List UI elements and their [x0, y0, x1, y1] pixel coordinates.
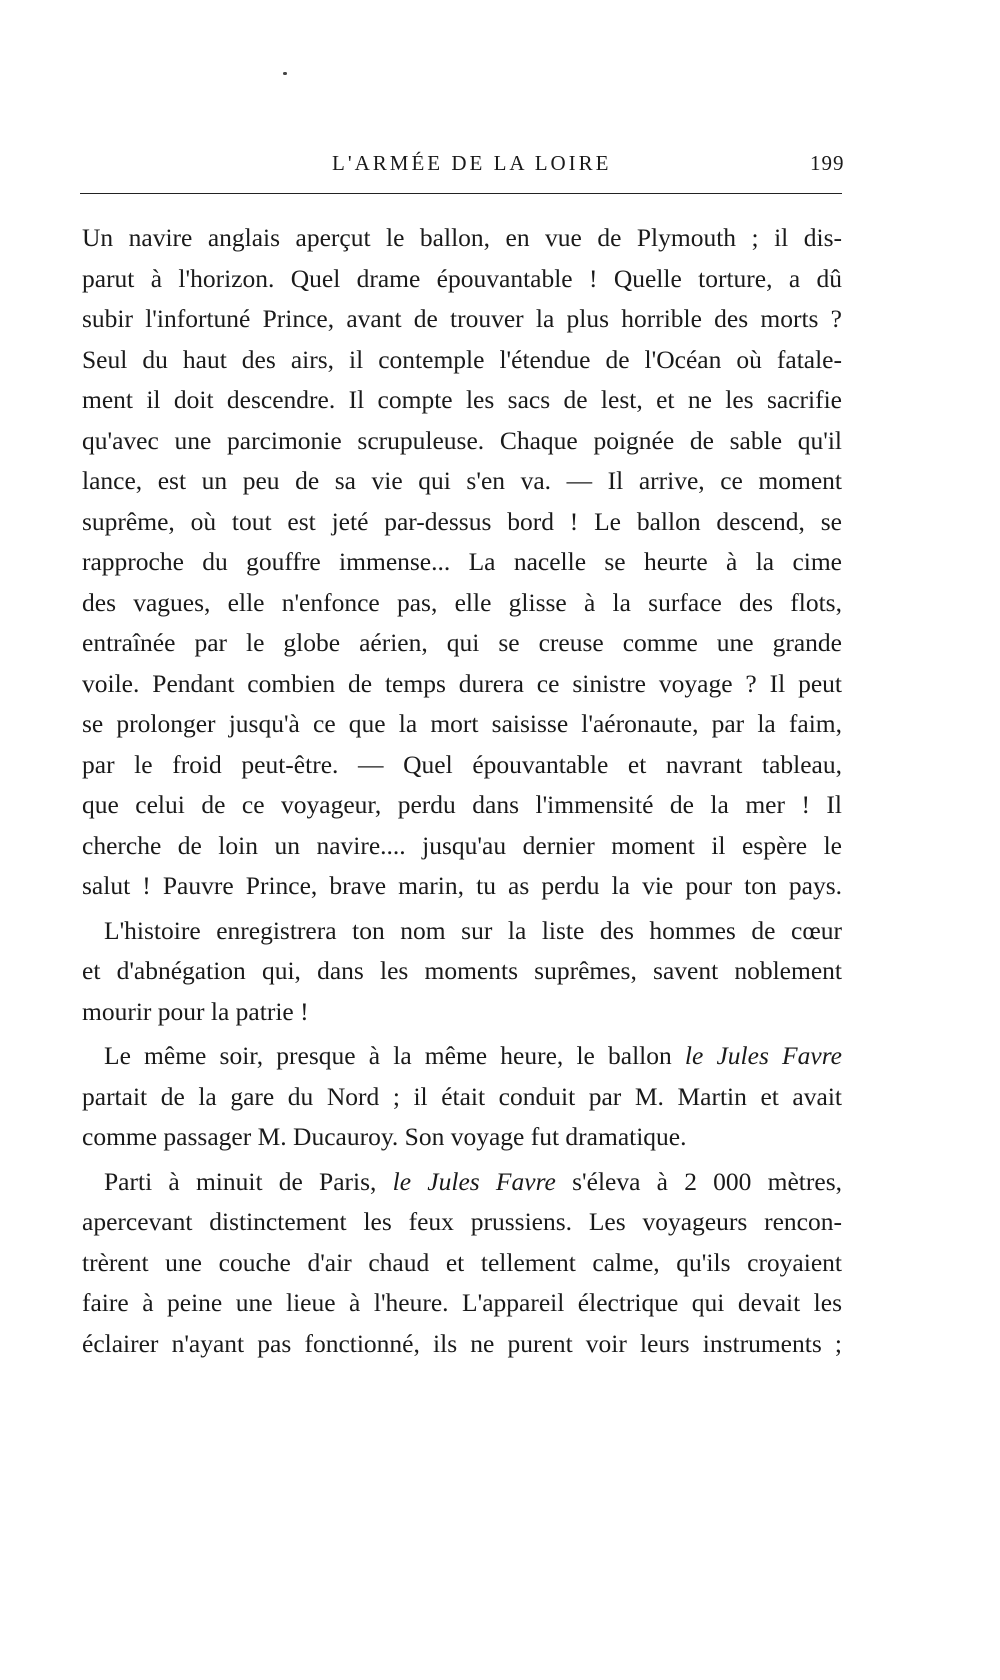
text-line: qu'avec une parcimonie scrupuleuse. Chaque poignée de sable qu'il — [82, 425, 842, 455]
text-line: et d'abnégation qui, dans les moments suprêmes, savent noblement — [82, 956, 842, 985]
text-line: rapproche du gouffre immense... La nacelle se heurte à la cime — [82, 547, 842, 576]
text-line: cherche de loin un navire.... jusqu'au dernier moment il espère le — [82, 830, 842, 860]
balloon-name-italic: le Jules Favre — [392, 1166, 556, 1196]
text-line: subir l'infortuné Prince, avant de trouver la plus horrible des morts ? — [82, 304, 842, 333]
balloon-name-italic: le Jules Favre — [684, 1041, 842, 1070]
text-line: faire à peine une lieue à l'heure. L'appareil électrique qui devait les — [82, 1288, 842, 1317]
text-line: mourir pour la patrie ! — [82, 996, 309, 1026]
text-line: par le froid peut-être. — Quel épouvantable et navrant tableau, — [82, 749, 842, 779]
text-line: salut ! Pauvre Prince, brave marin, tu as perdu la vie pour ton pays. — [82, 871, 842, 900]
text-line: voile. Pendant combien de temps durera ce sinistre voyage ? Il peut — [82, 668, 842, 698]
text-line: L'histoire enregistrera ton nom sur la liste des hommes de cœur — [104, 915, 842, 945]
text-line: lance, est un peu de sa vie qui s'en va. — Il arrive, ce moment — [82, 466, 842, 495]
text-segment: s'éleva à 2 000 mètres, — [555, 1166, 842, 1196]
text-line: entraînée par le globe aérien, qui se creuse comme une grande — [82, 628, 842, 657]
text-line: ment il doit descendre. Il compte les sacs de lest, et ne les sacrifie — [82, 385, 842, 414]
header-rule — [80, 193, 842, 194]
text-line — [82, 1162, 842, 1203]
page-number: 199 — [810, 151, 845, 175]
text-line: trèrent une couche d'air chaud et tellement calme, qu'ils croyaient — [82, 1247, 842, 1277]
body-text — [82, 218, 842, 1364]
text-line: Seul du haut des airs, il contemple l'étendue de l'Océan où fatale- — [82, 344, 842, 374]
text-line: parut à l'horizon. Quel drame épouvantable ! Quelle torture, a dû — [82, 263, 842, 293]
text-line: Un navire anglais aperçut le ballon, en vue de Plymouth ; il dis- — [82, 223, 842, 252]
text-line: apercevant distinctement les feux prussiens. Les voyageurs rencon- — [82, 1207, 842, 1236]
paragraph-3 — [82, 1036, 842, 1158]
text-line — [82, 1036, 842, 1077]
paragraph-4 — [82, 1162, 842, 1365]
text-line: des vagues, elle n'enfonce pas, elle glisse à la surface des flots, — [82, 587, 842, 617]
paragraph-2 — [82, 911, 842, 1033]
text-line: se prolonger jusqu'à ce que la mort saisisse l'aéronaute, par la faim, — [82, 709, 842, 738]
text-segment: Le même soir, presque à la même heure, le ballon — [104, 1041, 685, 1070]
running-title: L'ARMÉE DE LA LOIRE — [332, 151, 612, 175]
text-line: suprême, où tout est jeté par-dessus bord ! Le ballon descend, se — [82, 506, 842, 536]
paragraph-1 — [82, 218, 842, 907]
text-line: que celui de ce voyageur, perdu dans l'immensité de la mer ! Il — [82, 790, 842, 819]
text-segment: Parti à minuit de Paris, — [104, 1166, 393, 1196]
print-speck — [283, 72, 287, 75]
running-head — [0, 148, 1000, 178]
text-line: partait de la gare du Nord ; il était conduit par M. Martin et avait — [82, 1081, 842, 1111]
text-line: comme passager M. Ducauroy. Son voyage fut dramatique. — [82, 1122, 687, 1151]
text-line: éclairer n'ayant pas fonctionné, ils ne purent voir leurs instruments ; — [82, 1328, 842, 1358]
